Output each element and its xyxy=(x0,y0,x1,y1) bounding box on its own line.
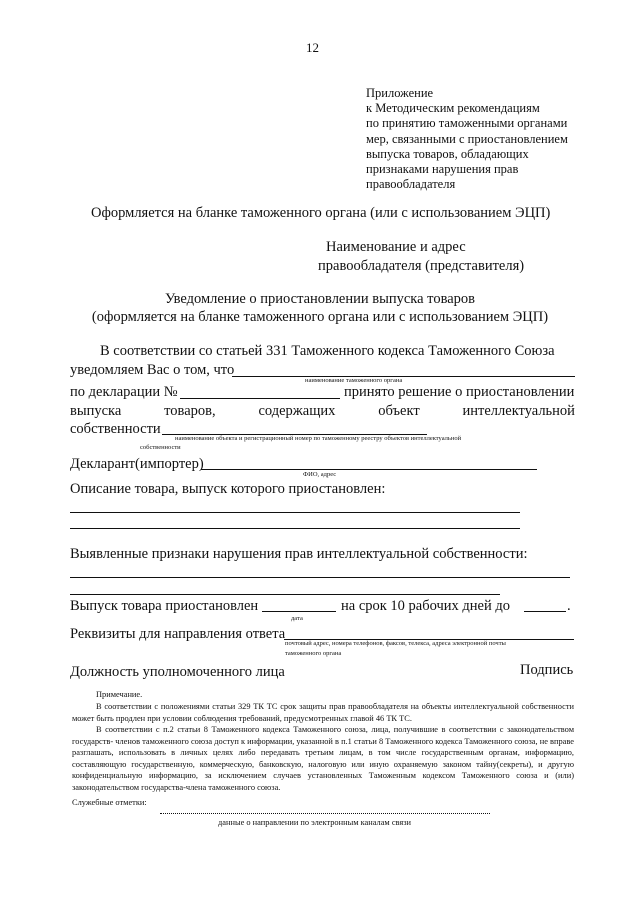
suspension-term: на срок 10 рабочих дней до xyxy=(341,598,511,614)
appendix-line: по принятию таможенными органами xyxy=(366,116,568,131)
caption-customs-authority: наименование таможенного органа xyxy=(305,377,403,384)
signature-label: Подпись xyxy=(520,662,574,678)
declarant-field[interactable] xyxy=(201,469,537,470)
caption-reply-1: почтовый адрес, номера телефонов, факсов, телекса, адреса электронной почты xyxy=(285,640,506,647)
caption-ip-object: наименование объекта и регистрационный номер по таможенному реестру объектов интеллектуальной xyxy=(175,435,462,442)
word: объект xyxy=(378,403,420,419)
word: интеллектуальной xyxy=(462,403,575,419)
caption-declarant: ФИО, адрес xyxy=(303,471,337,478)
caption-date: дата xyxy=(291,615,303,622)
footnote-paragraph-2: В соответствии с п.2 статьи 8 Таможенного кодекса Таможенного союза, лица, получившие в соответствии с законодательством государств- членов таможенного союза доступ к информации, указанной в п.1 статьи 8 Таможенного кодекса Таможенного союза, не вправе разглашать, использовать в личных целях либо передавать третьим лицам, в том числе государственным органам, информацию, составляющую государственную, коммерческую, банковскую, налоговую или иную охраняемую законом тайну(секреты), и другую конфиденциальную информацию, за исключением случаев установленных Таможенным кодексом Таможенного союза и (или) законодательством государства-члена таможенного союза. xyxy=(72,725,574,792)
document-title: Уведомление о приостановлении выпуска товаров xyxy=(164,291,476,307)
footnote-paragraph-1: В соответствии с положениями статьи 329 ТК ТС срок защиты прав правообладателя на объекты интеллектуальной собственности может быть продлен при условии соблюдения требований, предусмотренных главой 46 ТК ТС. xyxy=(72,702,574,723)
word: товаров, xyxy=(164,403,216,419)
addressee-line-2: правообладателя (представителя) xyxy=(318,258,525,274)
appendix-line: признаками нарушения прав xyxy=(366,162,519,177)
appendix-line: Приложение xyxy=(366,86,434,100)
word: выпуска xyxy=(70,403,122,419)
service-marks-field[interactable] xyxy=(160,813,490,814)
declaration-label: по декларации № xyxy=(70,384,178,400)
authorized-person-position: Должность уполномоченного лица xyxy=(70,664,285,680)
reply-label: Реквизиты для направления ответа xyxy=(70,626,286,642)
ip-label: собственности xyxy=(70,421,161,437)
addressee-line-1: Наименование и адрес xyxy=(326,239,466,255)
appendix-line: к Методическим рекомендациям xyxy=(366,101,540,116)
appendix-block xyxy=(366,86,568,192)
declarant-label: Декларант(импортер) xyxy=(70,456,204,472)
caption-ip-object-2: собственности xyxy=(140,444,181,451)
appendix-line: мер, связанными с приостановлением xyxy=(366,131,568,146)
suspension-label: Выпуск товара приостановлен xyxy=(70,598,259,614)
violations-field-1[interactable] xyxy=(70,577,570,578)
para1-line-4 xyxy=(70,403,575,420)
violations-label: Выявленные признаки нарушения прав интеллектуальной собственности: xyxy=(70,546,528,562)
word: содержащих xyxy=(258,403,336,419)
description-label: Описание товара, выпуск которого приостановлен: xyxy=(70,481,386,497)
description-field-2[interactable] xyxy=(70,528,520,529)
description-field-1[interactable] xyxy=(70,512,520,513)
para1-line-1: В соответствии со статьей 331 Таможенного кодекса Таможенного Союза xyxy=(100,343,555,359)
suspension-end-date-field[interactable] xyxy=(524,611,566,612)
para1-line-2: уведомляем Вас о том, что xyxy=(70,362,235,378)
appendix-line: выпуска товаров, обладающих xyxy=(366,146,529,161)
declaration-number-field[interactable] xyxy=(180,398,340,399)
caption-service-marks: данные о направлении по электронным каналам связи xyxy=(218,818,412,827)
service-marks-label: Служебные отметки: xyxy=(72,798,147,807)
suspension-end: . xyxy=(567,598,571,614)
violations-field-2[interactable] xyxy=(70,594,500,595)
suspension-date-field[interactable] xyxy=(262,611,336,612)
footnote-heading: Примечание. xyxy=(96,690,143,699)
decision-text: принято решение о приостановлении xyxy=(344,384,575,400)
document-subtitle: (оформляется на бланке таможенного органа или с использованием ЭЦП) xyxy=(91,309,549,325)
customs-authority-field[interactable] xyxy=(232,376,575,377)
form-note: Оформляется на бланке таможенного органа (или с использованием ЭЦП) xyxy=(91,205,551,221)
page-number: 12 xyxy=(306,40,319,55)
appendix-line: правообладателя xyxy=(366,177,456,192)
caption-reply-2: таможенного органа xyxy=(285,650,342,657)
